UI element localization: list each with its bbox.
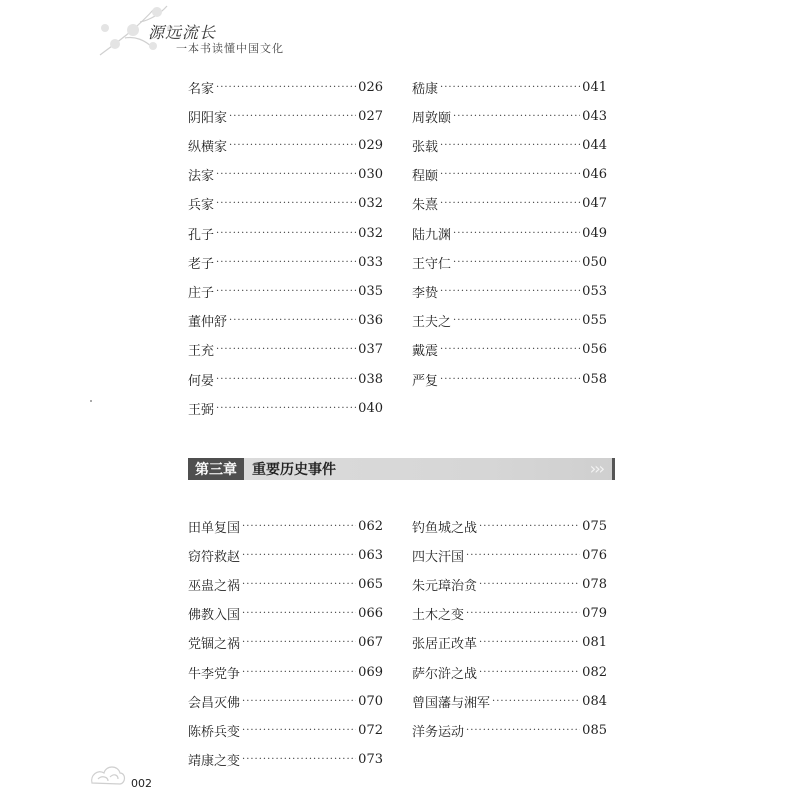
page-number: 002 <box>131 777 152 790</box>
dot-leader <box>466 608 580 619</box>
toc-entry <box>188 165 383 185</box>
toc-entry <box>188 720 383 740</box>
toc-entry-page: 036 <box>358 313 383 329</box>
toc-entry-page: 049 <box>582 225 607 241</box>
toc-entry-title: 孔子 <box>188 227 215 243</box>
toc-entry-title: 老子 <box>188 256 215 272</box>
toc-entry-page: 082 <box>582 664 607 680</box>
dot-leader <box>479 521 580 532</box>
dot-leader <box>242 696 356 707</box>
toc-entry-page: 070 <box>358 693 383 709</box>
toc-entry-title: 张载 <box>412 139 439 155</box>
toc-entry-page: 076 <box>582 547 607 563</box>
toc-entry-title: 靖康之变 <box>188 754 241 770</box>
toc-entry <box>188 369 383 389</box>
toc-entry <box>188 135 383 155</box>
toc-entry <box>412 516 607 536</box>
toc-entry-title: 嵇康 <box>412 81 439 97</box>
toc-entry <box>412 165 607 185</box>
dot-leader <box>216 403 356 414</box>
toc-entry-title: 四大汗国 <box>412 549 465 565</box>
toc-entry <box>412 194 607 214</box>
toc-entry-title: 牛李党争 <box>188 666 241 682</box>
dot-leader <box>229 111 356 122</box>
toc-entry-title: 王夫之 <box>412 315 452 331</box>
toc-entry <box>412 252 607 272</box>
toc-entry-page: 067 <box>358 635 383 651</box>
toc-entry-page: 062 <box>358 518 383 534</box>
toc-entry <box>188 340 383 360</box>
dot-leader <box>242 608 356 619</box>
toc-entry-page: 033 <box>358 254 383 270</box>
toc-entry-page: 085 <box>582 722 607 738</box>
dot-leader <box>242 637 356 648</box>
toc-entry-title: 严复 <box>412 373 439 389</box>
toc-entry <box>188 194 383 214</box>
toc-entry-title: 会昌灭佛 <box>188 695 241 711</box>
toc-entry <box>412 574 607 594</box>
toc-entry <box>412 662 607 682</box>
dot-leader <box>453 228 580 239</box>
toc-entry-title: 王弼 <box>188 402 215 418</box>
dot-leader <box>440 82 580 93</box>
dot-leader <box>216 374 356 385</box>
toc-entry-page: 037 <box>358 342 383 358</box>
dot-leader <box>242 521 356 532</box>
toc-entry <box>188 574 383 594</box>
toc-entry <box>188 545 383 565</box>
toc-entry-title: 萨尔浒之战 <box>412 666 478 682</box>
dot-leader <box>440 198 580 209</box>
dot-leader <box>466 725 580 736</box>
toc-entry-page: 027 <box>358 108 383 124</box>
toc-entry-page: 063 <box>358 547 383 563</box>
toc-entry-title: 法家 <box>188 169 215 185</box>
dot-leader <box>492 696 580 707</box>
toc-entry-title: 庄子 <box>188 285 215 301</box>
dot-leader <box>440 140 580 151</box>
toc-entry-page: 056 <box>582 342 607 358</box>
cloud-ornament-decoration <box>88 757 128 791</box>
toc-entry <box>412 369 607 389</box>
toc-entry-title: 戴震 <box>412 344 439 360</box>
toc-entry <box>188 77 383 97</box>
toc-entry-page: 055 <box>582 313 607 329</box>
toc-entry-title: 钓鱼城之战 <box>412 520 478 536</box>
toc-entry <box>412 106 607 126</box>
chevron-arrows-icon: ››› <box>589 459 603 478</box>
toc-entry <box>412 223 607 243</box>
dot-leader <box>216 198 356 209</box>
chapter-heading <box>188 458 615 480</box>
toc-entry-page: 078 <box>582 576 607 592</box>
toc-entry <box>412 545 607 565</box>
dot-leader <box>440 286 580 297</box>
toc-entry-page: 079 <box>582 606 607 622</box>
dot-leader <box>479 579 580 590</box>
dot-leader <box>466 550 580 561</box>
toc-entry-title: 党锢之祸 <box>188 637 241 653</box>
dot-leader <box>479 637 580 648</box>
toc-entry-title: 张居正改革 <box>412 637 478 653</box>
chapter-end-marker <box>612 458 615 480</box>
toc-entry-page: 058 <box>582 371 607 387</box>
toc-entry <box>188 106 383 126</box>
toc-entry-title: 巫蛊之祸 <box>188 578 241 594</box>
toc-entry <box>188 750 383 770</box>
dot-leader <box>242 667 356 678</box>
dot-leader <box>453 257 580 268</box>
toc-entry-title: 程颐 <box>412 169 439 185</box>
dot-leader <box>242 754 356 765</box>
dot-leader <box>216 286 356 297</box>
dot-leader <box>229 315 356 326</box>
toc-entry-page: 035 <box>358 283 383 299</box>
toc-entry-page: 069 <box>358 664 383 680</box>
dot-leader <box>216 82 356 93</box>
dot-leader <box>479 667 580 678</box>
toc-entry <box>412 691 607 711</box>
toc-entry <box>188 691 383 711</box>
toc-entry <box>188 633 383 653</box>
toc-entry-title: 名家 <box>188 81 215 97</box>
toc-entry-title: 阴阳家 <box>188 110 228 126</box>
dot-leader <box>229 140 356 151</box>
dot-leader <box>216 344 356 355</box>
toc-entry-page: 065 <box>358 576 383 592</box>
toc-entry <box>412 77 607 97</box>
toc-entry <box>412 604 607 624</box>
toc-entry-title: 周敦颐 <box>412 110 452 126</box>
dot-leader <box>242 579 356 590</box>
toc-entry-title: 朱元璋治贪 <box>412 578 478 594</box>
dot-leader <box>440 169 580 180</box>
dot-leader <box>242 550 356 561</box>
book-subtitle: 一本书读懂中国文化 <box>176 42 284 55</box>
toc-entry <box>188 516 383 536</box>
toc-entry-page: 044 <box>582 137 607 153</box>
toc-entry <box>412 311 607 331</box>
dot-leader <box>216 169 356 180</box>
toc-entry <box>412 633 607 653</box>
toc-entry <box>412 281 607 301</box>
toc-entry-page: 047 <box>582 196 607 212</box>
toc-entry-page: 026 <box>358 79 383 95</box>
dot-leader <box>216 257 356 268</box>
toc-entry <box>188 662 383 682</box>
dot-leader <box>242 725 356 736</box>
toc-entry <box>412 720 607 740</box>
toc-entry <box>188 223 383 243</box>
toc-entry-page: 075 <box>582 518 607 534</box>
toc-entry-page: 066 <box>358 606 383 622</box>
toc-entry-page: 032 <box>358 196 383 212</box>
dot-leader <box>216 228 356 239</box>
toc-entry-page: 053 <box>582 283 607 299</box>
toc-entry <box>188 311 383 331</box>
dot-leader <box>440 374 580 385</box>
toc-entry-title: 陆九渊 <box>412 227 452 243</box>
toc-entry-title: 纵横家 <box>188 139 228 155</box>
toc-entry-title: 洋务运动 <box>412 724 465 740</box>
toc-entry-page: 084 <box>582 693 607 709</box>
toc-entry-title: 王守仁 <box>412 256 452 272</box>
toc-entry-title: 李贽 <box>412 285 439 301</box>
toc-entry-title: 曾国藩与湘军 <box>412 695 491 711</box>
toc-entry-page: 043 <box>582 108 607 124</box>
toc-entry-title: 田单复国 <box>188 520 241 536</box>
toc-entry-page: 072 <box>358 722 383 738</box>
toc-entry-page: 041 <box>582 79 607 95</box>
toc-entry-title: 陈桥兵变 <box>188 724 241 740</box>
chapter-title: 重要历史事件 <box>252 462 336 478</box>
toc-entry <box>188 398 383 418</box>
toc-entry-page: 032 <box>358 225 383 241</box>
toc-entry <box>412 135 607 155</box>
toc-entry-page: 029 <box>358 137 383 153</box>
toc-entry-title: 王充 <box>188 344 215 360</box>
margin-mark <box>90 400 92 402</box>
dot-leader <box>440 344 580 355</box>
dot-leader <box>453 315 580 326</box>
toc-entry-page: 040 <box>358 400 383 416</box>
toc-entry-page: 050 <box>582 254 607 270</box>
toc-entry <box>188 252 383 272</box>
toc-entry-page: 030 <box>358 167 383 183</box>
toc-entry-title: 朱熹 <box>412 198 439 214</box>
chapter-number: 第三章 <box>188 458 244 480</box>
toc-entry-page: 046 <box>582 167 607 183</box>
toc-entry-title: 窃符救赵 <box>188 549 241 565</box>
toc-entry-title: 董仲舒 <box>188 315 228 331</box>
toc-entry-title: 佛教入国 <box>188 608 241 624</box>
toc-entry <box>188 281 383 301</box>
toc-entry <box>412 340 607 360</box>
toc-entry-title: 何晏 <box>188 373 215 389</box>
dot-leader <box>453 111 580 122</box>
toc-entry-page: 081 <box>582 635 607 651</box>
toc-entry-page: 073 <box>358 752 383 768</box>
toc-entry-page: 038 <box>358 371 383 387</box>
book-title: 源远流长 <box>148 23 217 42</box>
toc-entry <box>188 604 383 624</box>
toc-entry-title: 土木之变 <box>412 608 465 624</box>
toc-entry-title: 兵家 <box>188 198 215 214</box>
